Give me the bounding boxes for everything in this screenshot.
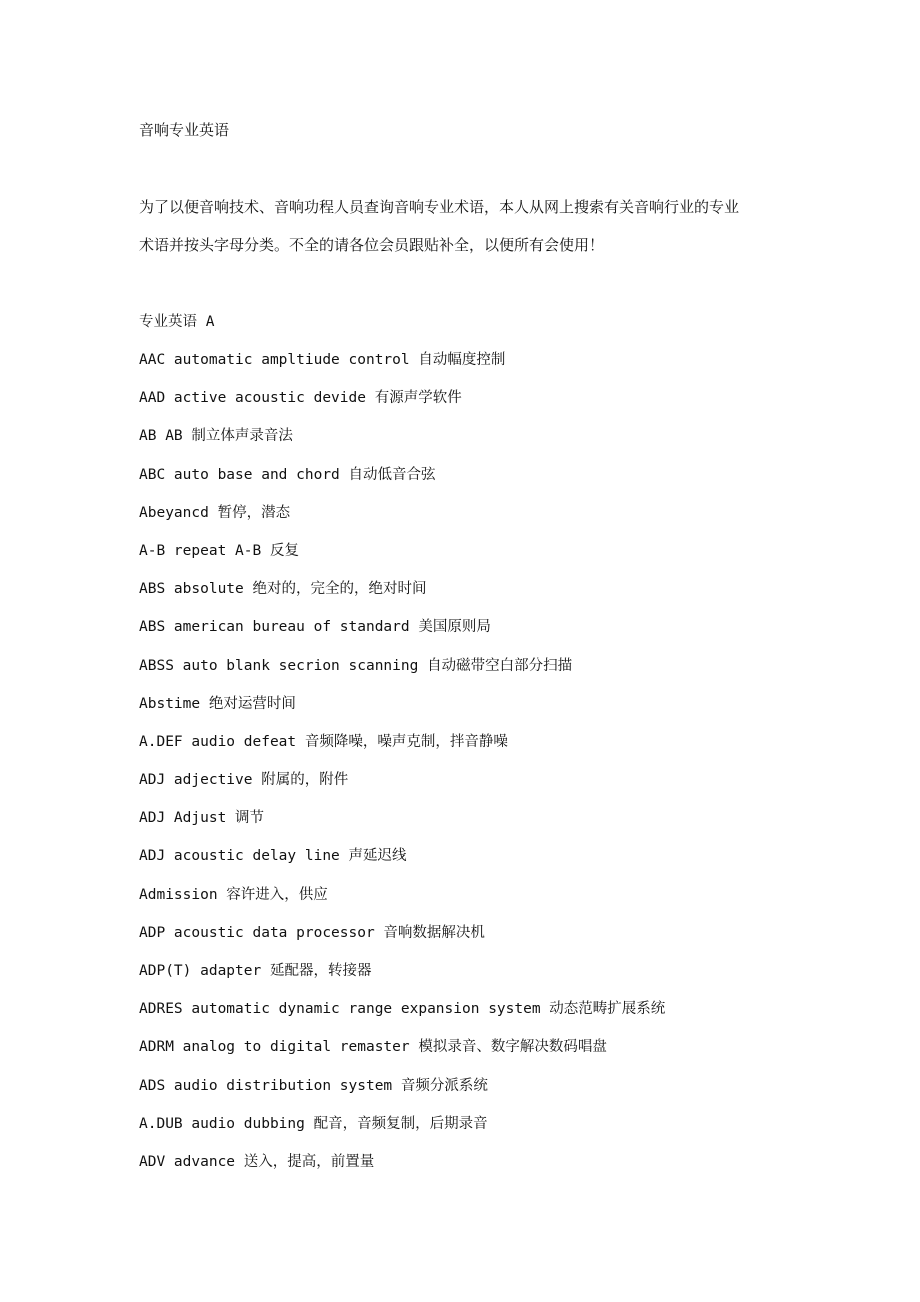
document-title: 音响专业英语 — [139, 121, 230, 139]
term-entry: ADRES automatic dynamic range expansion system 动态范畴扩展系统 — [139, 1001, 666, 1018]
term-entry: ABS absolute 绝对的，完全的，绝对时间 — [139, 581, 427, 598]
term-entry: ADJ acoustic delay line 声延迟线 — [139, 848, 407, 865]
term-entry: ADV advance 送入，提高，前置量 — [139, 1153, 375, 1170]
term-entry: AAC automatic ampltiude control 自动幅度控制 — [139, 352, 506, 368]
term-entry: ABS american bureau of standard 美国原则局 — [139, 619, 491, 636]
term-entry: A.DEF audio defeat 音频降噪，噪声克制，拌音静噪 — [139, 733, 508, 750]
term-entry: AAD active acoustic devide 有源声学软件 — [139, 390, 462, 407]
intro-line: 术语并按头字母分类。不全的请各位会员跟贴补全，以便所有会使用！ — [139, 236, 605, 254]
term-entry: Abeyancd 暂停，潜态 — [139, 504, 291, 521]
term-entry: ADP(T) adapter 延配器，转接器 — [139, 963, 372, 979]
term-entry: Abstime 绝对运营时间 — [139, 695, 296, 712]
term-entry: AB AB 制立体声录音法 — [139, 428, 293, 445]
section-heading: 专业英语 A — [139, 314, 215, 330]
term-entry: ADP acoustic data processor 音响数据解决机 — [139, 924, 485, 941]
term-entry: ADJ adjective 附属的，附件 — [139, 772, 349, 789]
term-entry: ABSS auto blank secrion scanning 自动磁带空白部分扫描 — [139, 657, 573, 674]
term-entry: ADJ Adjust 调节 — [139, 810, 265, 827]
term-entry: ADRM analog to digital remaster 模拟录音、数字解决数码唱盘 — [139, 1039, 607, 1056]
intro-paragraph — [139, 196, 799, 256]
intro-line: 为了以便音响技术、音响功程人员查询音响专业术语，本人从网上搜索有关音响行业的专业 — [139, 198, 740, 216]
term-entry: Admission 容许进入，供应 — [139, 886, 328, 903]
term-list — [139, 349, 665, 1189]
term-entry: ADS audio distribution system 音频分派系统 — [139, 1077, 488, 1094]
term-entry: A-B repeat A-B 反复 — [139, 542, 299, 559]
term-entry: A.DUB audio dubbing 配音，音频复制，后期录音 — [139, 1115, 488, 1132]
term-entry: ABC auto base and chord 自动低音合弦 — [139, 466, 436, 483]
